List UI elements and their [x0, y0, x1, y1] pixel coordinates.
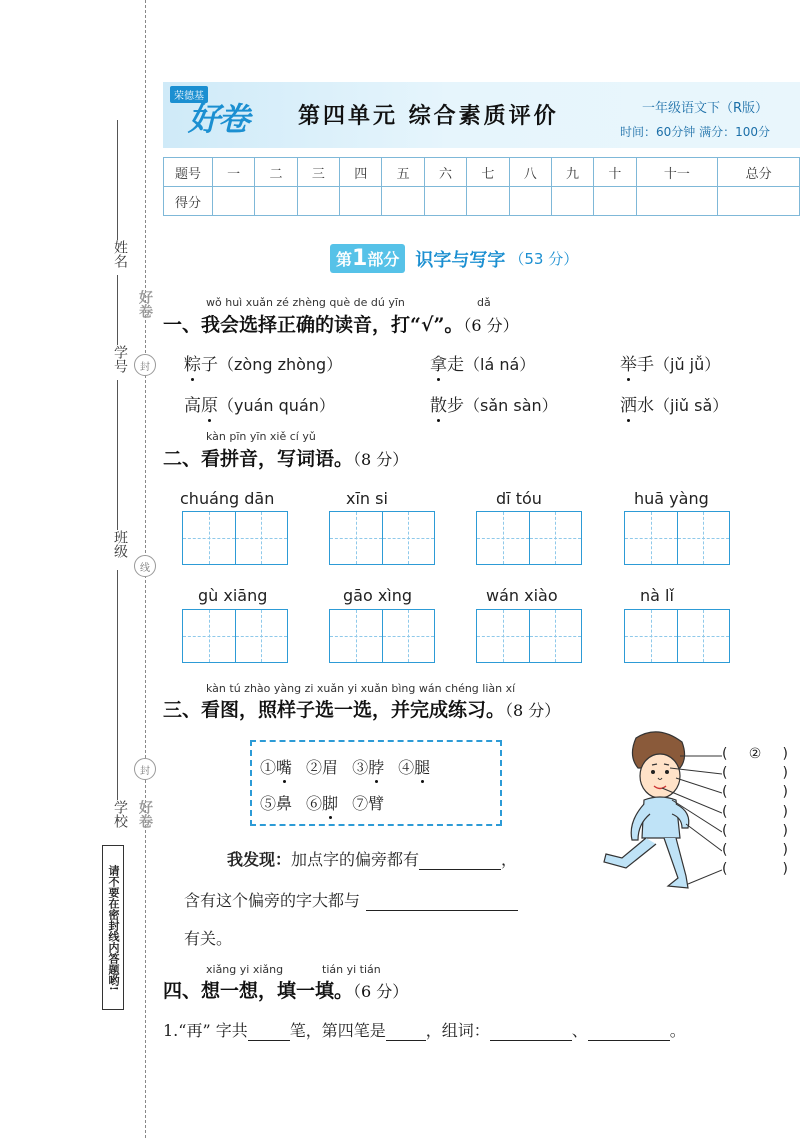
- pinyin-word: huā yàng: [634, 489, 709, 508]
- pinyin-word: chuáng dān: [180, 489, 275, 508]
- pinyin-word: gāo xìng: [343, 586, 413, 605]
- score-cell[interactable]: [340, 187, 382, 216]
- score-cell[interactable]: [718, 187, 800, 216]
- body-part-answers: [722, 746, 788, 880]
- score-table-col: 二: [255, 158, 297, 187]
- school-label: 学校: [112, 800, 128, 828]
- q1-heading: 一、我会选择正确的读音，打“√”。（6 分）: [163, 314, 519, 336]
- page-title: 第四单元 综合素质评价: [298, 103, 559, 129]
- part-heading: [330, 244, 578, 273]
- discovery-line-2: 含有这个偏旁的字大都与: [184, 888, 518, 911]
- score-table-col: 三: [297, 158, 339, 187]
- option: ③脖: [352, 757, 385, 777]
- option: ⑦臂: [352, 793, 385, 813]
- part-score: （53 分）: [509, 250, 579, 268]
- name-line: [117, 120, 118, 240]
- score-cell[interactable]: [509, 187, 551, 216]
- answer-slot[interactable]: ( ): [722, 784, 788, 801]
- class-label: 班级: [112, 530, 128, 558]
- school-line: [117, 570, 118, 800]
- q4-pinyin: xiǎng yi xiǎng: [206, 963, 284, 976]
- score-table-col: 十: [594, 158, 636, 187]
- score-cell[interactable]: [424, 187, 466, 216]
- q1-item: 粽子（zòng zhòng）: [184, 355, 343, 375]
- score-cell[interactable]: [636, 187, 718, 216]
- writing-grid[interactable]: [182, 609, 288, 663]
- score-table-col: 十一: [636, 158, 718, 187]
- q4-item-1: 1.“再” 字共 笔，第四笔是 ，组词： 、 。: [163, 1021, 686, 1040]
- q4-heading: 四、想一想，填一填。（6 分）: [163, 980, 409, 1002]
- score-table-row-label: 得分: [164, 187, 213, 216]
- answer-slot[interactable]: ( ): [722, 803, 788, 820]
- q1-item: 洒水（jiǔ sǎ）: [620, 396, 729, 416]
- time-info: 时间：60分钟 满分：100分: [620, 125, 770, 139]
- q1-pinyin-2: dǎ: [477, 296, 491, 309]
- q1-item: 散步（sǎn sàn）: [430, 396, 558, 416]
- writing-grid[interactable]: [182, 511, 288, 565]
- q1-item: 拿走（lá ná）: [430, 355, 536, 375]
- score-cell[interactable]: [382, 187, 424, 216]
- writing-grid[interactable]: [329, 609, 435, 663]
- score-cell[interactable]: [551, 187, 593, 216]
- score-cell[interactable]: [255, 187, 297, 216]
- running-boy-illustration: [598, 728, 722, 898]
- grade-label: 一年级语文下（R版）: [642, 101, 769, 116]
- option: ⑤鼻: [260, 793, 293, 813]
- writing-grid[interactable]: [476, 609, 582, 663]
- q4-pinyin-2: tián yi tián: [322, 963, 381, 976]
- pinyin-word: wán xiào: [486, 586, 558, 605]
- seal-mark-3: 封: [134, 758, 156, 780]
- answer-slot[interactable]: ( ): [722, 765, 788, 782]
- writing-grid[interactable]: [624, 609, 730, 663]
- id-line: [117, 275, 118, 345]
- answer-blank[interactable]: [490, 1023, 572, 1041]
- score-table-col: 一: [213, 158, 255, 187]
- answer-slot[interactable]: ( ): [722, 861, 788, 878]
- answer-slot[interactable]: ( ): [722, 841, 788, 858]
- score-cell[interactable]: [594, 187, 636, 216]
- answer-blank[interactable]: [248, 1023, 290, 1041]
- option: ⑥脚: [306, 793, 339, 813]
- q2-pinyin: kàn pīn yīn xiě cí yǔ: [206, 430, 316, 443]
- seal-mark-2: 线: [134, 555, 156, 577]
- writing-grid[interactable]: [476, 511, 582, 565]
- score-table-row-label: 题号: [164, 158, 213, 187]
- character-options-box: [250, 740, 502, 826]
- seal-notice: 请不要在密封线内答题哟!: [102, 845, 124, 1010]
- score-table-score-row: [164, 187, 800, 216]
- writing-grid[interactable]: [329, 511, 435, 565]
- option: ①嘴: [260, 757, 293, 777]
- name-label: 姓名: [112, 240, 128, 268]
- score-table-col: 五: [382, 158, 424, 187]
- answer-blank[interactable]: [419, 852, 501, 870]
- score-table-col: 七: [467, 158, 509, 187]
- part-badge: 第1部分: [330, 244, 405, 273]
- answer-blank[interactable]: [386, 1023, 426, 1041]
- seal-mark-1: 封: [134, 354, 156, 376]
- score-table-col: 九: [551, 158, 593, 187]
- q3-heading: 三、看图，照样子选一选，并完成练习。（8 分）: [163, 699, 561, 721]
- pinyin-word: nà lǐ: [640, 586, 674, 605]
- part-title: 识字与写字: [415, 249, 506, 271]
- discovery-line-3: 有关。: [184, 929, 233, 948]
- answer-slot[interactable]: ( ② ): [722, 746, 788, 762]
- q1-item: 举手（jǔ jǚ）: [620, 355, 721, 375]
- pinyin-word: dī tóu: [496, 489, 542, 508]
- pinyin-word: gù xiāng: [198, 586, 268, 605]
- score-table-col: 总分: [718, 158, 800, 187]
- pinyin-word: xīn si: [346, 489, 388, 508]
- brand-tag: 荣德基: [170, 86, 208, 103]
- discovery-line: 我发现：加点字的偏旁都有 ，: [227, 850, 518, 869]
- score-cell[interactable]: [213, 187, 255, 216]
- answer-blank[interactable]: [366, 893, 518, 911]
- side-logo-1: 好卷: [137, 290, 153, 318]
- id-label: 学号: [112, 345, 128, 373]
- q2-heading: 二、看拼音，写词语。（8 分）: [163, 448, 409, 470]
- answer-blank[interactable]: [588, 1023, 670, 1041]
- binding-strip: [0, 0, 160, 1138]
- score-table-col: 四: [340, 158, 382, 187]
- brand-logo: 好卷: [188, 100, 249, 138]
- score-table: [163, 157, 800, 216]
- score-table-col: 六: [424, 158, 466, 187]
- answer-slot[interactable]: ( ): [722, 822, 788, 839]
- writing-grid[interactable]: [624, 511, 730, 565]
- option: ②眉: [306, 757, 339, 777]
- option: ④腿: [398, 757, 431, 777]
- score-cell[interactable]: [297, 187, 339, 216]
- side-logo-2: 好卷: [137, 800, 153, 828]
- score-table-header-row: [164, 158, 800, 187]
- q1-pinyin: wǒ huì xuǎn zé zhèng què de dú yīn: [206, 296, 405, 309]
- score-table-col: 八: [509, 158, 551, 187]
- class-line: [117, 380, 118, 530]
- score-cell[interactable]: [467, 187, 509, 216]
- q1-item: 高原（yuán quán）: [184, 396, 335, 416]
- q3-pinyin: kàn tú zhào yàng zi xuǎn yi xuǎn bìng wán chéng liàn xí: [206, 682, 516, 695]
